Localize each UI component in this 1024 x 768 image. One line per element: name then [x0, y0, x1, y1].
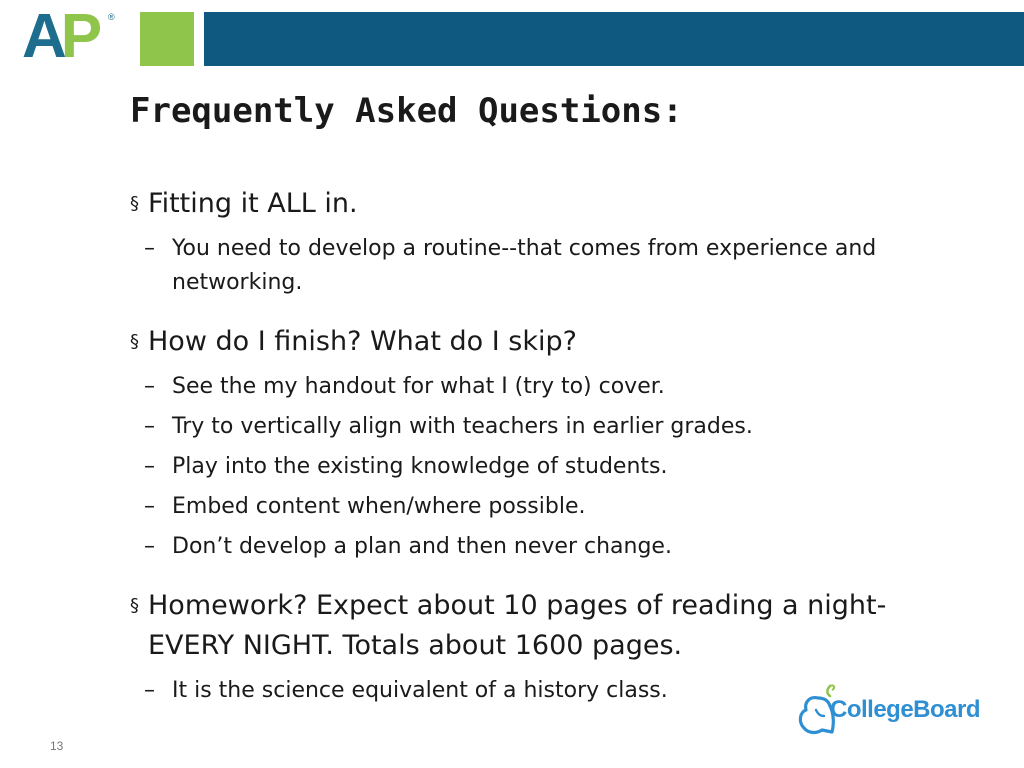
- collegeboard-wordmark: CollegeBoard: [830, 696, 981, 723]
- ap-logo-letter-a: A: [22, 2, 61, 71]
- bullet-icon: §: [130, 595, 139, 616]
- ap-logo-letter-p: P: [60, 2, 97, 71]
- section-heading-homework: [130, 586, 910, 666]
- bullet-icon: §: [130, 193, 139, 214]
- sub-point-text: Play into the existing knowledge of students.: [172, 454, 668, 479]
- sub-point: [130, 450, 910, 484]
- sub-point-text: See the my handout for what I (try to) cover.: [172, 374, 665, 399]
- dash-icon: –: [144, 454, 155, 479]
- sub-point-text: Don’t develop a plan and then never change.: [172, 534, 672, 559]
- slide-content: [130, 184, 910, 714]
- section-heading-text: Fitting it ALL in.: [148, 188, 358, 219]
- sub-point: [130, 530, 910, 564]
- header-green-square: [140, 12, 194, 66]
- sub-point-text: Try to vertically align with teachers in earlier grades.: [172, 414, 753, 439]
- collegeboard-logo: [796, 680, 1006, 740]
- sub-point-text: It is the science equivalent of a history class.: [172, 678, 668, 703]
- registered-mark: ®: [108, 12, 115, 22]
- header-blue-bar: [204, 12, 1024, 66]
- sub-point: [130, 370, 910, 404]
- sub-point: [130, 674, 910, 708]
- dash-icon: –: [144, 374, 155, 399]
- dash-icon: –: [144, 236, 155, 261]
- slide-number: 13: [50, 739, 64, 753]
- sub-point: [130, 410, 910, 444]
- section-heading-fitting: [130, 184, 910, 224]
- sub-point: [130, 490, 910, 524]
- section-heading-finish: [130, 322, 910, 362]
- slide-title: Frequently Asked Questions:: [130, 91, 683, 131]
- ap-logo: [22, 2, 96, 72]
- sub-point-text: Embed content when/where possible.: [172, 494, 586, 519]
- dash-icon: –: [144, 414, 155, 439]
- sub-point: [130, 232, 910, 300]
- section-heading-text: How do I finish? What do I skip?: [148, 326, 577, 357]
- sub-point-text: You need to develop a routine--that comes from experience and networking.: [172, 236, 877, 295]
- bullet-icon: §: [130, 331, 139, 352]
- dash-icon: –: [144, 534, 155, 559]
- section-heading-text: Homework? Expect about 10 pages of reading a night-EVERY NIGHT. Totals about 1600 pages.: [148, 590, 887, 661]
- dash-icon: –: [144, 494, 155, 519]
- dash-icon: –: [144, 678, 155, 703]
